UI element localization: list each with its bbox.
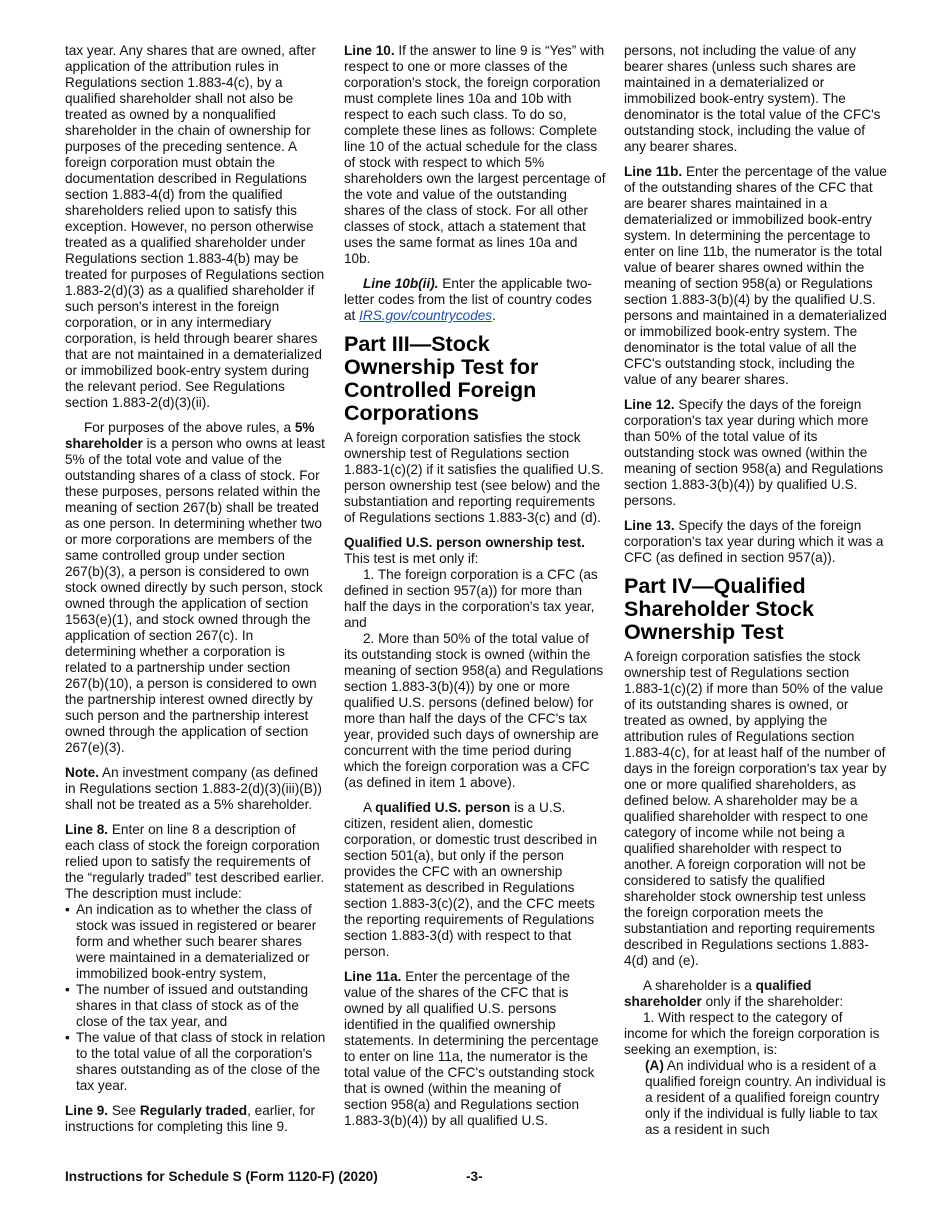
line-10-paragraph: Line 10. If the answer to line 9 is “Yes” with respect to one or more classes of the corporation's stock, the foreign corporation must complete lines 10a and 10b with respect to each such class. To do so, complete these lines as follows: Complete line 10 of the actual schedule for the class of stock with respect to which 5% shareholders own the largest percentage of the vote and value of the outstanding shares of the class of stock. For all other classes of stock, attach a statement that uses the same format as lines 10a and 10b. <box>344 43 606 266</box>
part-3-heading: Part III—Stock Ownership Test for Controlled Foreign Corporations <box>344 332 539 425</box>
qualified-test-paragraph: Qualified U.S. person ownership test. This test is met only if: <box>344 535 585 566</box>
numbered-item-1: 1. The foreign corporation is a CFC (as defined in section 957(a)) for more than half the days in the corporation's tax year, and <box>344 567 598 630</box>
bullet-icon: • <box>65 1030 70 1045</box>
part-4-intro: A foreign corporation satisfies the stock ownership test of Regulations section 1.883-1(c)(2) if more than 50% of the value of its outstanding shares is owned, or treated as owned, by applying the attribution rules of Regulations section 1.883-4(c), for at least half of the number of days in the foreign corporation's tax year by one or more qualified shareholders, as defined below. A shareholder may be a qualified shareholder with respect to one category of income while not being a qualified shareholder with respect to another. A foreign corporation will not be considered to satisfy the qualified shareholder stock ownership test unless the foreign corporation meets the substantiation and reporting requirements described in Regulations sections 1.883-4(d) and (e). <box>624 649 887 968</box>
bullet-item: • The number of issued and outstanding shares in that class of stock as of the close of the tax year, and <box>65 982 309 1029</box>
line-11b-label: Line 11b. <box>624 164 683 179</box>
line-8-paragraph: Line 8. Enter on line 8 a description of each class of stock the foreign corporation relied upon to satisfy the requirements of the “regularly traded” test described earlier. The description must include: <box>65 822 325 901</box>
term-regularly-traded: Regularly traded <box>139 1103 248 1118</box>
footer-title: Instructions for Schedule S (Form 1120-F) (2020) <box>65 1169 378 1184</box>
line-11a-label: Line 11a. <box>344 969 402 984</box>
bullet-item: • An indication as to whether the class of stock was issued in registered or bearer form and whether such bearer shares were maintained in a dematerialized or immobilized book-entry system, <box>65 902 317 981</box>
column-right <box>624 43 888 1147</box>
line-11b-paragraph: Line 11b. Enter the percentage of the value of the outstanding shares of the CFC that are bearer shares maintained in a dematerialized or immobilized book-entry system. In determining the percentage to enter on line 11b, the numerator is the total value of bearer shares owned within the meaning of section 958(a) or Regulations section 1.883-3(b)(4) by the qualified U.S. persons and maintained in a dematerialized or immobilized book-entry system. The denominator is the total value of all the CFC's outstanding stock, including the value of any bearer shares. <box>624 164 887 387</box>
bullet-item: • The value of that class of stock in relation to the total value of all the corporation's shares outstanding as of the close of the tax year. <box>65 1030 326 1093</box>
numbered-item-2: 2. More than 50% of the total value of its outstanding stock is owned (within the meaning of section 958(a) and Regulations section 1.883-3(b)(4)) by one or more qualified U.S. persons (defined below) for more than half the days of the CFC's tax year, provided such days of ownership are concurrent with the time period during which the foreign corporation was a CFC (as defined in item 1 above). <box>344 631 604 790</box>
line-9-paragraph: Line 9. See Regularly traded, earlier, for instructions for completing this line 9. <box>65 1103 316 1134</box>
country-codes-link[interactable]: IRS.gov/countrycodes <box>359 308 493 323</box>
line-10b-label: Line 10b(ii). <box>363 276 439 291</box>
paragraph: tax year. Any shares that are owned, after application of the attribution rules in Regulations section 1.883-4(c), by a qualified shareholder shall not also be treated as owned by a nonqualified shareholder in the chain of ownership for purposes of the preceding sentence. A foreign corporation must obtain the documentation described in Regulations section 1.883-4(d) from the qualified shareholders relied upon to satisfy this exception. However, no person otherwise treated as a qualified shareholder under Regulations section 1.883-4(b) may be treated for purposes of Regulations section 1.883-2(d)(3) as a qualified shareholder if such person's interest in the foreign corporation, or in any intermediary corporation, is held through bearer shares that are not maintained in a dematerialized or immobilized book-entry system during the relevant period. See Regulations section 1.883-2(d)(3)(ii). <box>65 43 325 410</box>
paragraph: persons, not including the value of any bearer shares (unless such shares are maintained in a dematerialized or immobilized book-entry system). The denominator is the total value of the CFC's outstanding stock, including the value of any bearer shares. <box>624 43 881 154</box>
line-12-paragraph: Line 12. Specify the days of the foreign corporation's tax year during which more than 50% of the total value of its outstanding stock was owned (within the meaning of section 958(a) and Regulations section 1.883-3(b)(4)) by qualified U.S. persons. <box>624 397 884 508</box>
note-label: Note. <box>65 765 99 780</box>
line-12-label: Line 12. <box>624 397 675 412</box>
bullet-icon: • <box>65 982 70 997</box>
column-left <box>65 43 327 1144</box>
qs-subitem-a: (A) An individual who is a resident of a qualified foreign country. An individual is a resident of a qualified foreign country only if the individual is fully liable to tax as a resident in such <box>645 1058 886 1137</box>
term-qualified-us-person: qualified U.S. person <box>375 800 511 815</box>
line-13-label: Line 13. <box>624 518 675 533</box>
qs-numbered-item-1: 1. With respect to the category of income for which the foreign corporation is seeking an exemption, is: <box>624 1010 880 1057</box>
qualified-shareholder-paragraph: A shareholder is a qualified shareholder only if the shareholder: <box>624 978 844 1009</box>
page-footer <box>65 1169 885 1185</box>
line-11a-paragraph: Line 11a. Enter the percentage of the value of the shares of the CFC that is owned by all qualified U.S. persons identified in the qualified ownership statements. In determining the percentage to enter on line 11a, the numerator is the total value of the CFC's outstanding stock that is owned (within the meaning of section 958(a) and Regulations section 1.883-3(b)(4)) by all qualified U.S. <box>344 969 599 1128</box>
qs-subitem-a-label: (A) <box>645 1058 664 1073</box>
column-middle <box>344 43 606 1138</box>
part-3-intro: A foreign corporation satisfies the stock ownership test of Regulations section 1.883-1(c)(2) if it satisfies the qualified U.S. person ownership test (see below) and the substantiation and reporting requirements of Regulations sections 1.883-3(c) and (d). <box>344 430 604 525</box>
line-10b-paragraph: Line 10b(ii). Enter the applicable two-letter codes from the list of country codes at IRS.gov/countrycodes. <box>344 276 592 323</box>
term-qualified-shareholder: qualified shareholder <box>624 978 812 1009</box>
qualified-person-paragraph: A qualified U.S. person is a U.S. citizen, resident alien, domestic corporation, or domestic trust described in section 501(a), but only if the person provides the CFC with an ownership statement as described in Regulations section 1.883-3(c)(2), and the CFC meets the reporting requirements of Regulations section 1.883-3(d) with respect to that person. <box>344 800 598 959</box>
page-number: -3- <box>466 1169 483 1184</box>
qualified-test-label: Qualified U.S. person ownership test. <box>344 535 585 550</box>
line-9-label: Line 9. <box>65 1103 109 1118</box>
note-paragraph: Note. An investment company (as defined in Regulations section 1.883-2(d)(3)(iii)(B)) shall not be treated as a 5% shareholder. <box>65 765 322 812</box>
term-5pct-shareholder: 5% shareholder <box>65 420 315 451</box>
part-4-heading: Part IV—Qualified Shareholder Stock Ownership Test <box>624 574 814 644</box>
line-13-paragraph: Line 13. Specify the days of the foreign corporation's tax year during which it was a CFC (as defined in section 957(a)). <box>624 518 884 565</box>
bullet-icon: • <box>65 902 70 917</box>
paragraph-5pct-shareholder: For purposes of the above rules, a 5% shareholder is a person who owns at least 5% of the total vote and value of the outstanding shares of a class of stock. For these purposes, persons related within the meaning of section 267(b) shall be treated as one person. In determining whether two or more corporations are members of the same controlled group under section 267(b)(3), a person is considered to own stock owned directly by such person, stock owned through the application of section 1563(e)(1), and stock owned through the application of section 267(c). In determining whether a corporation is related to a partnership under section 267(b)(10), a person is considered to own the partnership interest owned directly by such person and the partnership interest owned through the application of section 267(e)(3). <box>65 420 325 755</box>
line-10-label: Line 10. <box>344 43 395 58</box>
line-8-label: Line 8. <box>65 822 109 837</box>
